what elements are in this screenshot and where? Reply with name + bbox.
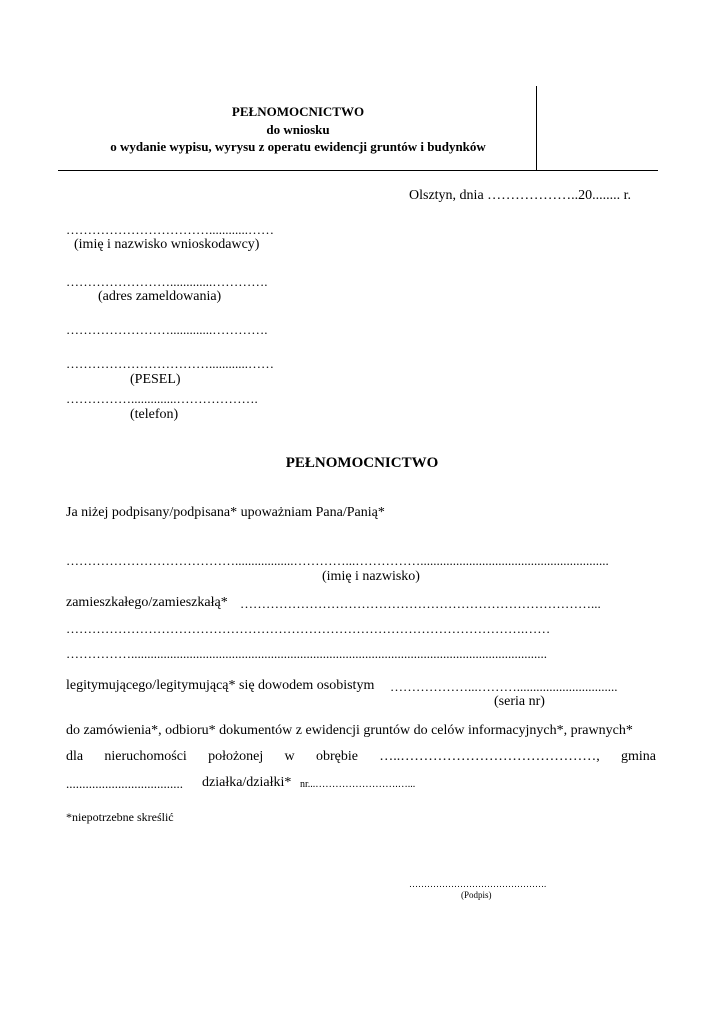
header-subtitle: do wniosku <box>266 122 330 137</box>
purpose-text: do zamówienia*, odbioru* dokumentów z ewidencji gruntów do celów informacyjnych*, prawnych* <box>66 723 633 738</box>
applicant-address-dots: …………………….............…………. <box>66 274 268 289</box>
signature-label: (Podpis) <box>461 890 492 900</box>
applicant-name-dots: ……………………………............…… <box>66 222 274 237</box>
header-title: PEŁNOMOCNICTWO <box>231 104 365 119</box>
property-word: położonej <box>208 749 264 764</box>
property-word: w <box>284 749 295 764</box>
plot-label: działka/działki* <box>202 775 292 790</box>
residence-dots-line-2: …………………………………………………………………………………………….…… <box>66 621 551 636</box>
plot-municipality-dots: .................................... <box>66 776 183 791</box>
authorization-intro: Ja niżej podpisany/podpisana* upoważniam Pana/Panią* <box>66 505 385 520</box>
attorney-name-dots: …………………………………..................…………...…………….......................................................... <box>66 553 609 568</box>
applicant-phone-label: (telefon) <box>130 407 179 422</box>
applicant-pesel-dots: ……………………………............…… <box>66 356 274 371</box>
applicant-address-label: (adres zameldowania) <box>98 289 222 304</box>
section-title: PEŁNOMOCNICTWO <box>285 455 439 471</box>
signature-dots: ………………………………………. <box>409 879 547 889</box>
plot-number-dots: nr...…………………….…... <box>300 779 416 790</box>
property-word: …..……………………………………, <box>379 749 600 764</box>
residence-dots-line-3: ……………................................................................................................................................ <box>66 646 547 661</box>
applicant-phone-dots: ……………..............………………. <box>66 391 258 406</box>
applicant-pesel-label: (PESEL) <box>130 372 181 387</box>
place-date: Olsztyn, dnia ………………..20........ r. <box>409 188 632 203</box>
residence-dots: ………………………………………………………………………... <box>240 596 601 611</box>
id-document-sublabel: (seria nr) <box>494 694 545 709</box>
footnote: *niepotrzebne skreślić <box>66 810 174 824</box>
property-word: gmina <box>620 749 656 764</box>
property-word: nieruchomości <box>104 749 187 764</box>
id-document-label: legitymującego/legitymującą* się dowodem osobistym <box>66 678 375 693</box>
residence-label: zamieszkałego/zamieszkałą* <box>66 595 228 610</box>
applicant-name-label: (imię i nazwisko wnioskodawcy) <box>74 237 260 252</box>
property-location-line <box>66 749 656 765</box>
header-description: o wydanie wypisu, wyrysu z operatu ewidencji gruntów i budynków <box>110 139 486 154</box>
property-word: dla <box>66 749 84 764</box>
id-document-dots: ………………...………............................... <box>390 679 618 694</box>
header-vertical-rule <box>536 86 537 170</box>
attorney-name-label: (imię i nazwisko) <box>322 569 420 584</box>
header-horizontal-rule <box>58 170 658 171</box>
property-word: obrębie <box>315 749 358 764</box>
applicant-address-dots-2: …………………….............…………. <box>66 322 268 337</box>
